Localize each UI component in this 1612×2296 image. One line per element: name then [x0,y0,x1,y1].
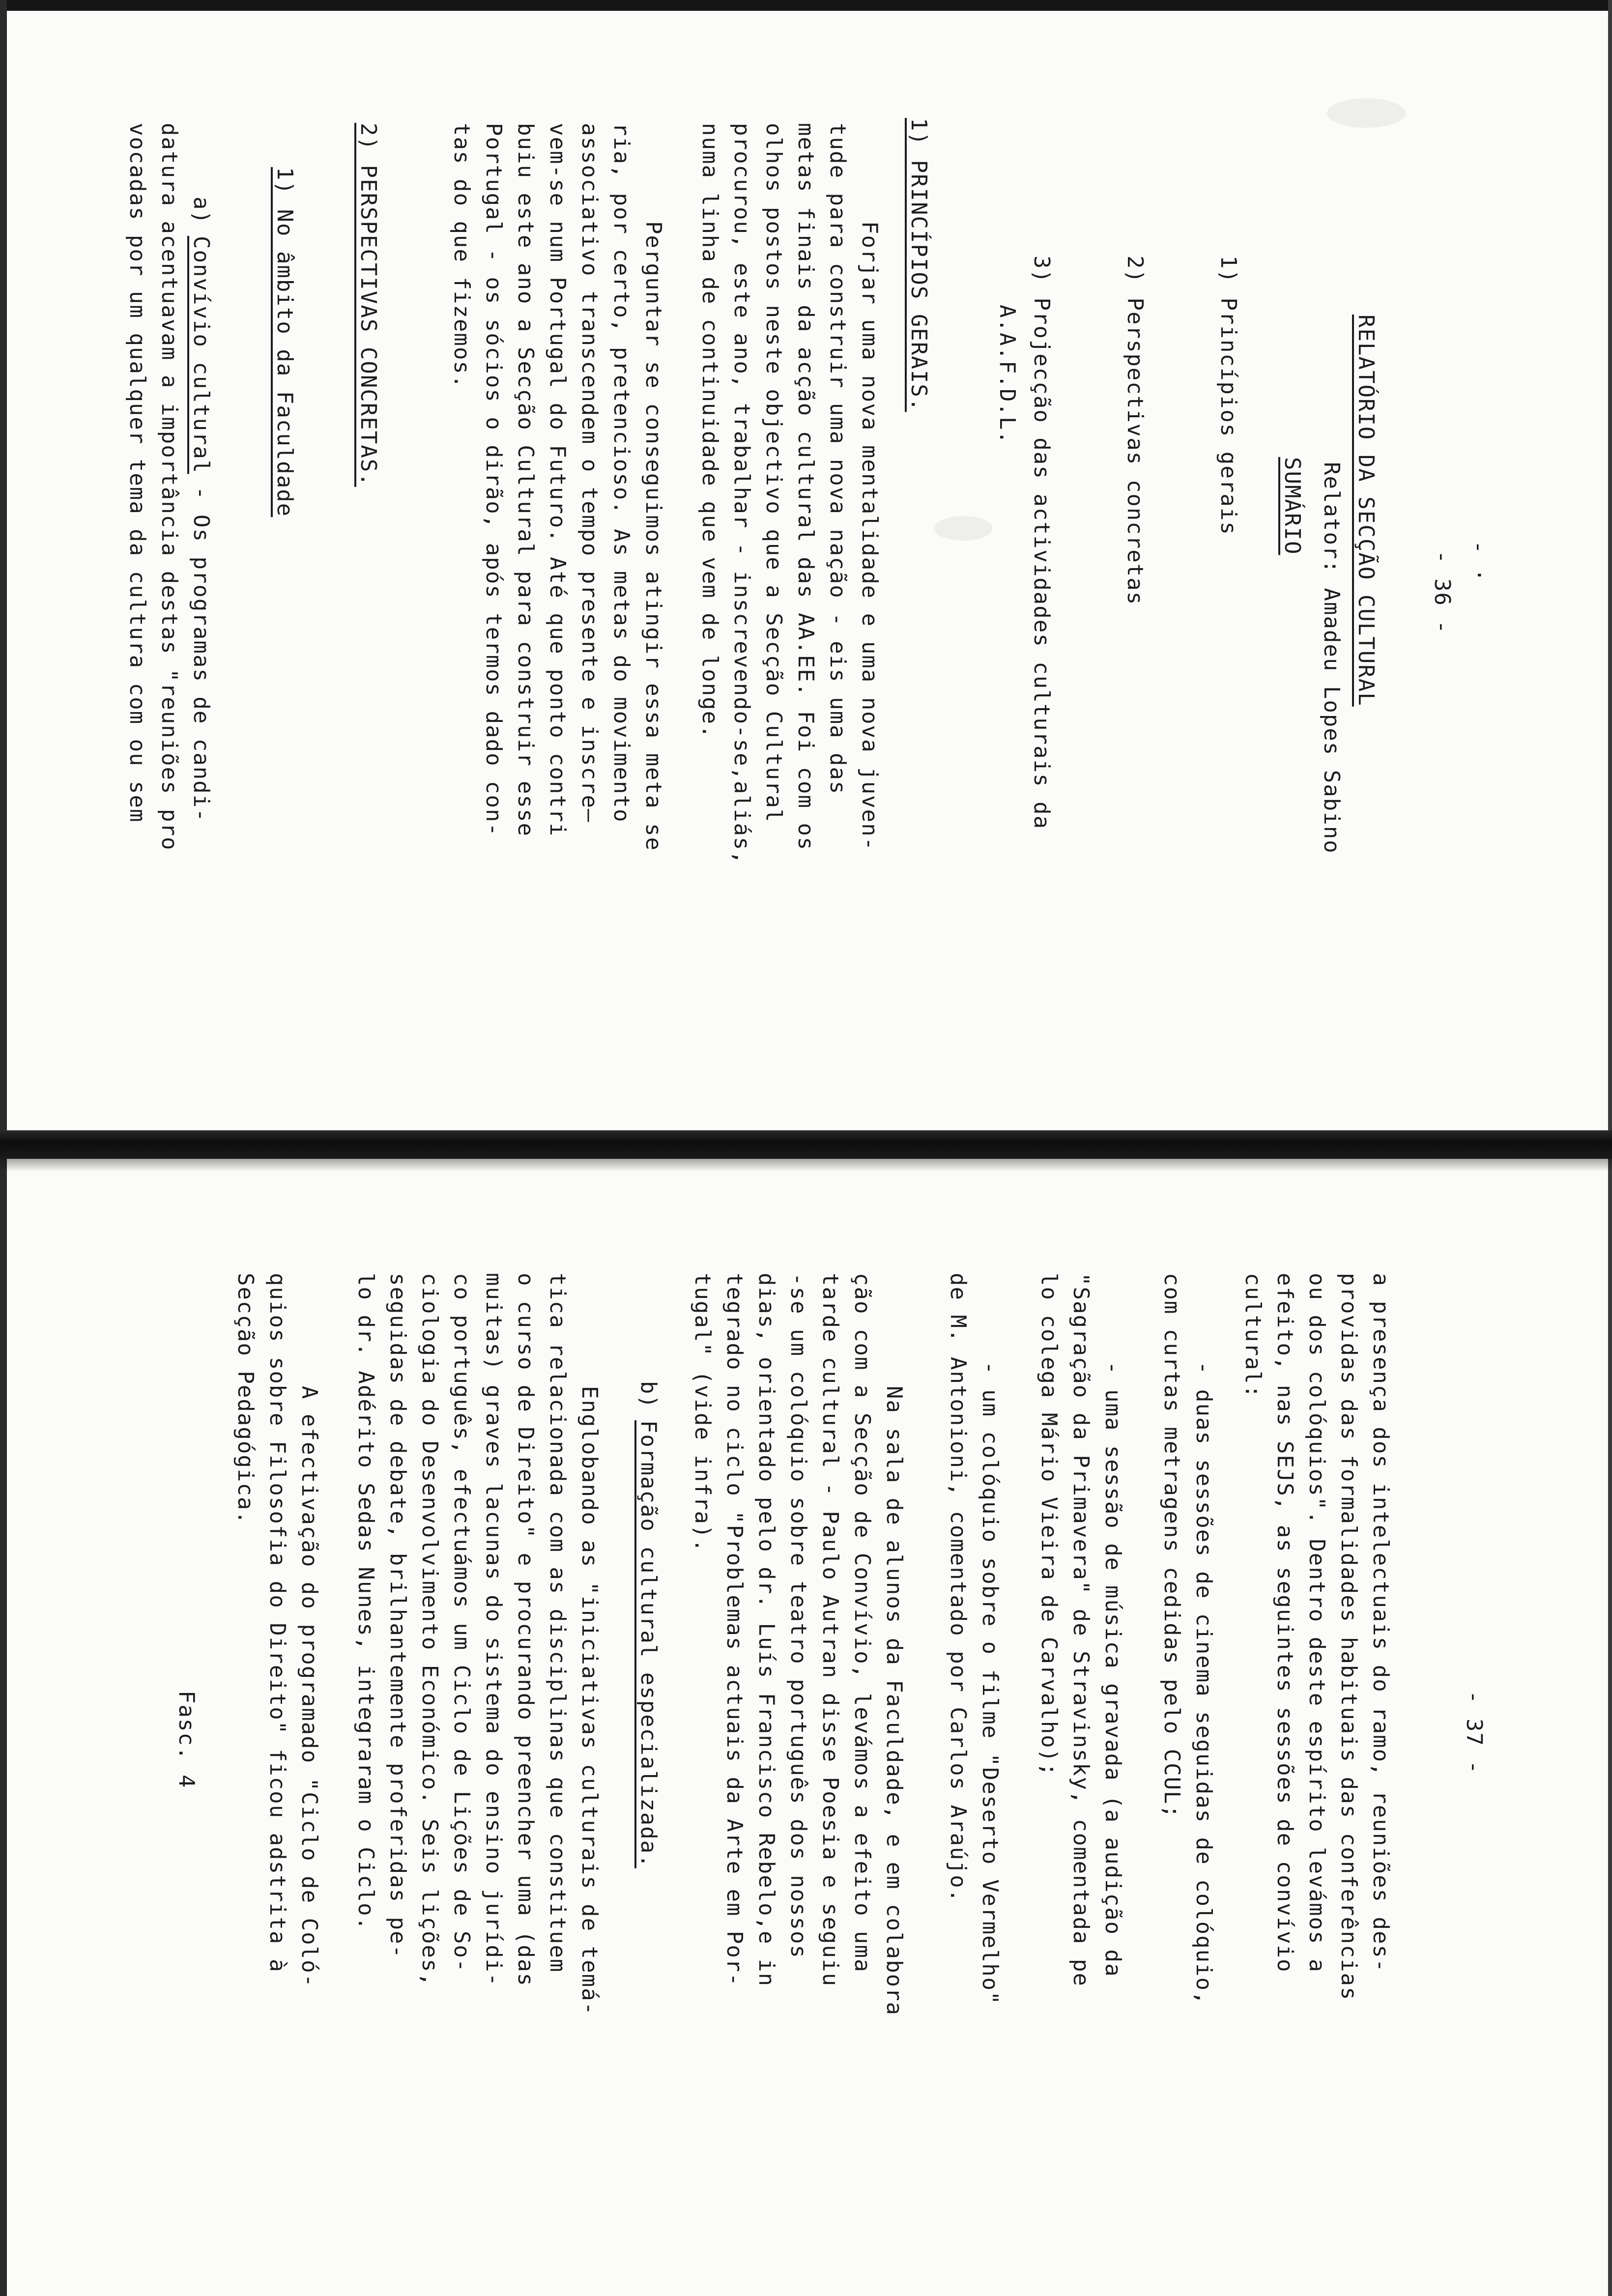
subsection-title: Convívio cultural [189,236,214,474]
paragraph-line: Perguntar se conseguimos atingir essa meta se [641,221,666,852]
paragraph-line: cultural: [1240,1273,1266,1399]
paragraph-line: tica relacionada com as disciplinas que constituem [545,1273,570,1973]
paragraph-line: tas do que fizemos. [449,123,474,389]
paragraph-line: co português, efectuámos um Ciclo de Lições de So- [449,1273,474,1973]
subsection-label: a) [189,197,214,225]
page-number: - 37 - [1462,1691,1487,1775]
paragraph-line: Na sala de alunos da Faculdade, e em colabora [882,1386,907,2016]
paragraph-line: tugal" (vide infra). [690,1273,715,1553]
summary-item: 1) Princípios gerais [1216,256,1241,536]
paragraph-line: seguidas de debate, brilhantemente proferidas pe- [385,1273,410,1959]
paragraph-line: providas das formalidades habituais das conferências [1336,1273,1361,2001]
page-36 [69,39,1543,1111]
paragraph-line: ção com a Secção de Convívio, levámos a efeito uma [850,1273,875,1973]
paragraph-line: quios sobre Filosofia do Direito" ficou adstrita à [265,1273,290,1973]
report-title: RELATÓRIO DA SECÇÃO CULTURAL [1353,315,1379,707]
summary-item: 3) Projecção das actividades culturais da [1029,256,1054,830]
list-item-line: - duas sessões de cinema seguidas de colóquio, [1191,1361,1216,2006]
page-37-text [69,1199,1543,2270]
paragraph-line: procurou, este ano, trabalhar - inscrevendo-se,aliás, [729,123,754,865]
list-item-line: de M. Antonioni, comentado por Carlos Araújo. [946,1273,971,1903]
book-spine [0,1130,1612,1159]
paragraph-line: ciologia do Desenvolvimento Económico. Seis lições, [417,1273,442,1987]
paragraph-line: A efectivação do programado "Ciclo de Coló- [297,1386,322,1988]
paragraph-line: Secção Pedagógica. [233,1273,258,1525]
spine-shadow [0,1159,1612,1172]
paragraph-line: vem-se num Portugal do Futuro. Até que ponto contri [545,123,570,837]
paragraph-line: dias, orientado pelo dr. Luís Francisco Rebelo,e in [754,1273,779,1987]
paragraph-line: - Os programas de candi- [189,487,214,823]
page-number: - 36 - [1430,550,1455,634]
paragraph-line: Englobando as "iniciativas culturais de temá- [577,1386,602,2016]
paragraph-line: olhos postos neste objectivo que a Secção Cultural [761,123,786,823]
paragraph-line: ou dos colóquios". Dentro deste espírito levámos a [1304,1273,1329,1973]
list-item-line: "Sagração da Primavera" de Stravinsky, comentada pe [1068,1273,1094,1987]
paragraph-line: -se um colóquio sobre teatro português dos nossos [786,1273,811,1959]
paragraph-line: associativo transcendem o tempo presente e inscre— [577,123,602,823]
fascicle-label: Fasc. 4 [174,1691,199,1789]
reporter-line: Relator: Amadeu Lopes Sabino [1319,462,1344,854]
paragraph-line: tegrado no ciclo "Problemas actuais da Arte em Por- [722,1273,747,1987]
paragraph-line: muitas) graves lacunas do sistema do ensino jurídi- [481,1273,506,1987]
list-item-line: lo colega Mário Vieira de Carvalho); [1036,1273,1062,1777]
summary-title: SUMÁRIO [1280,457,1305,555]
page-37 [69,1199,1543,2270]
subsection-title: Formação cultural especializada. [636,1420,661,1868]
list-item-line: - uma sessão de música gravada (a audição da [1100,1361,1125,1978]
section-heading: 2) PERSPECTIVAS CONCRETAS. [356,123,381,487]
paragraph-line: o curso de Direito" e procurando preencher uma (das [513,1273,538,1987]
paragraph-line: datura acentuavam a importância destas "reuniões pro [157,123,182,851]
list-item-line: - um colóquio sobre o filme "Deserto Vermelho" [978,1361,1003,2006]
scan-top-edge [0,0,1612,11]
paragraph-line: lo dr. Adérito Sedas Nunes, integraram o Ciclo. [353,1273,378,1931]
section-heading: 1) PRINCÍPIOS GERAIS. [906,118,931,412]
paragraph-line: tarde cultural - Paulo Autran disse Poesia e seguiu [818,1273,843,1987]
paragraph-line: ria, por certo, pretencioso. As metas do movimento [609,123,634,823]
paragraph-line: buiu este ano a Secção Cultural para construir esse [513,123,538,837]
subsection-heading: 1) No âmbito da Faculdade [272,167,297,517]
subsection-label: b) [636,1381,661,1409]
paragraph-line: efeito, nas SEJS, as seguintes sessões de convívio [1272,1273,1297,1973]
paragraph-line: tude para construir uma nova nação - eis uma das [825,123,850,795]
paragraph-line: a presença dos intelectuais do ramo, reuniões des- [1368,1273,1393,1973]
summary-item: A.A.F.D.L. [995,305,1020,445]
paragraph-line: numa linha de continuidade que vem de longe. [697,123,722,739]
paragraph-line: metas finais da acção cultural das AA.EE. Foi com os [793,123,818,851]
page-36-text [69,39,1543,1111]
paragraph-line: vocadas por um qualquer tema da cultura com ou sem [125,123,150,823]
page-mark: - · [1467,541,1492,583]
list-item-line: com curtas metragens cedidas pelo CCUL; [1159,1273,1184,1819]
paragraph-line: Portugal - os sócios o dirão, após termos dado con- [481,123,506,837]
summary-item: 2) Perspectivas concretas [1123,256,1148,606]
paragraph-line: Forjar uma nova mentalidade e uma nova juven- [857,221,882,852]
